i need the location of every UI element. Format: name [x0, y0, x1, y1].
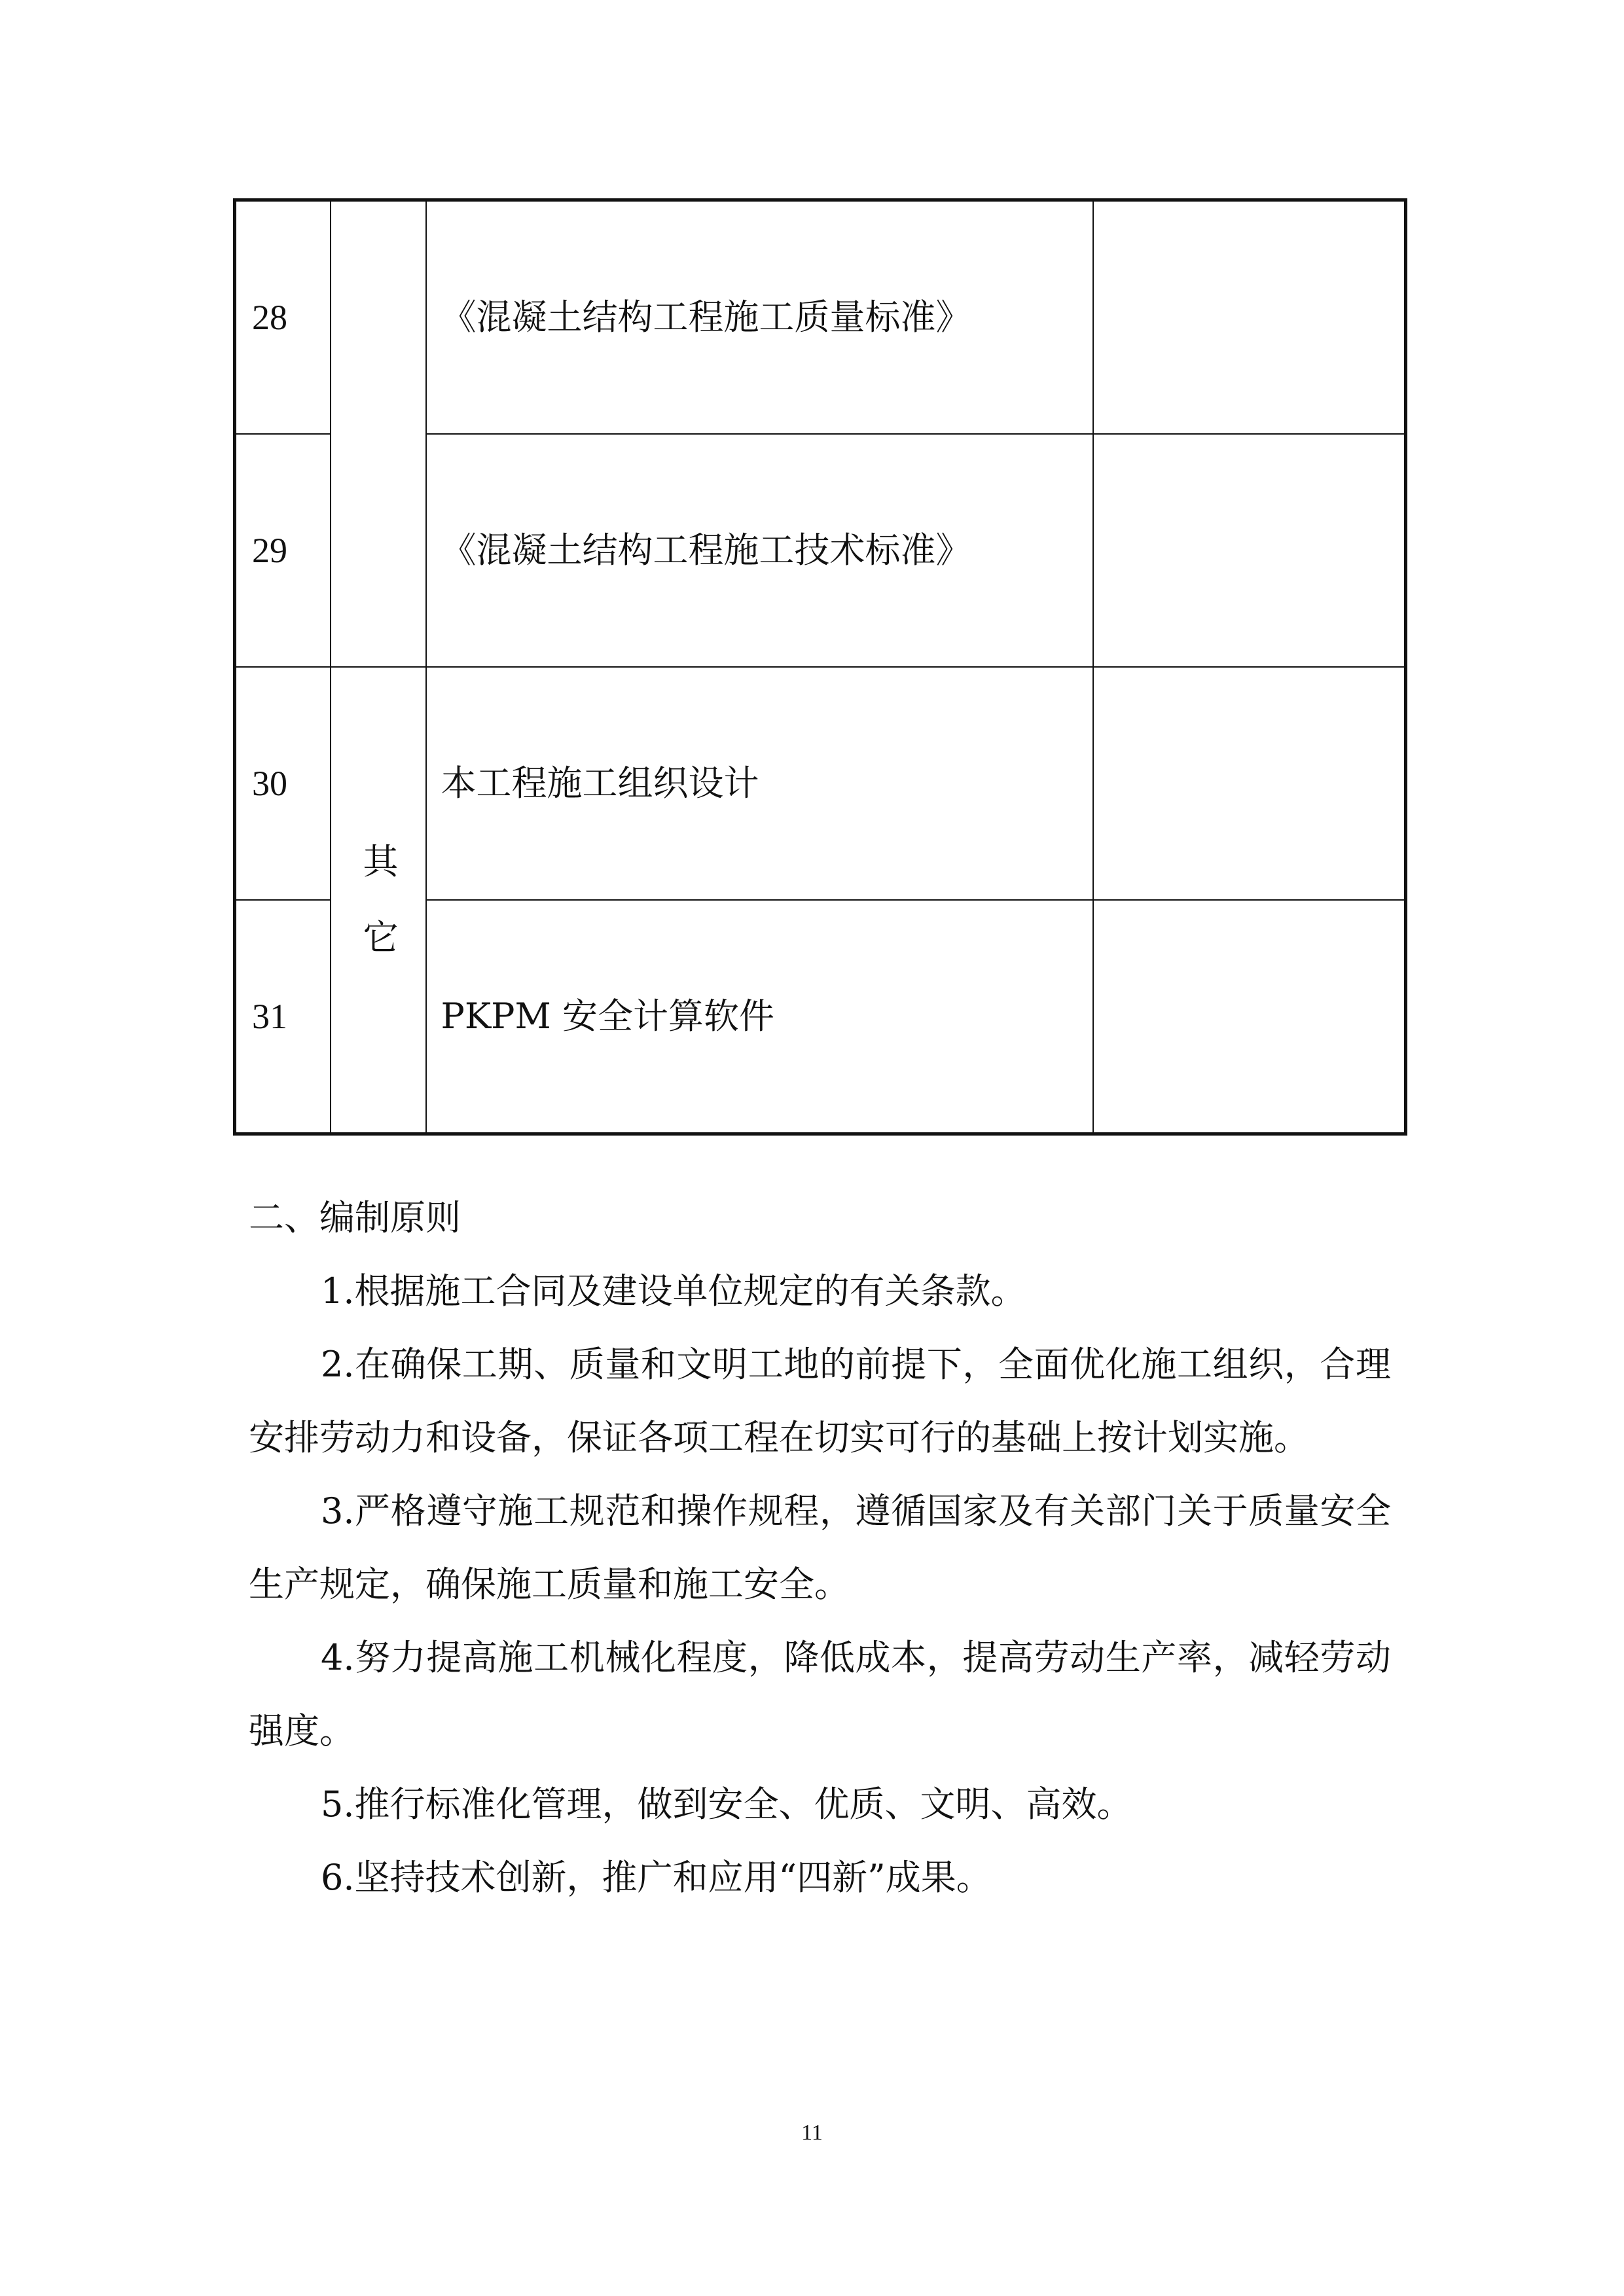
category-cell: [331, 200, 426, 668]
principle-item: 5.推行标准化管理，做到安全、优质、文明、高效。: [321, 1784, 1132, 1825]
standard-name: PKPM 安全计算软件: [426, 900, 1093, 1134]
section-heading: 二、编制原则: [249, 1197, 461, 1238]
row-number: 31: [235, 900, 331, 1134]
principle-item: 3.严格遵守施工规范和操作规程，遵循国家及有关部门关于质量安全生产规定，确保施工质量和施工安全。: [249, 1490, 1391, 1605]
standard-name: 《混凝土结构工程施工质量标准》: [426, 200, 1093, 435]
principle-item: 6.坚持技术创新，推广和应用“四新”成果。: [321, 1857, 992, 1898]
category-label: [361, 824, 401, 976]
category-cell-other: [331, 667, 426, 1134]
category-char: 其: [363, 841, 399, 882]
note-cell: [1093, 200, 1406, 435]
principle-item: 2.在确保工期、质量和文明工地的前提下，全面优化施工组织，合理安排劳动力和设备，保证各项工程在切实可行的基础上按计划实施。: [249, 1344, 1391, 1458]
page-number: 11: [801, 2121, 823, 2145]
row-number: 30: [235, 667, 331, 900]
note-cell: [1093, 667, 1406, 900]
reference-table: [233, 198, 1407, 1136]
standard-name: 《混凝土结构工程施工技术标准》: [426, 434, 1093, 667]
table-row: [235, 667, 1406, 900]
category-char: 它: [363, 917, 399, 958]
row-number: 28: [235, 200, 331, 435]
table-row: [235, 200, 1406, 435]
principle-item: 1.根据施工合同及建设单位规定的有关条款。: [321, 1270, 1026, 1312]
principle-item: 4.努力提高施工机械化程度，降低成本，提高劳动生产率，减轻劳动强度。: [249, 1637, 1391, 1751]
principles-section: [249, 1181, 1391, 1914]
note-cell: [1093, 900, 1406, 1134]
row-number: 29: [235, 434, 331, 667]
note-cell: [1093, 434, 1406, 667]
standard-name: 本工程施工组织设计: [426, 667, 1093, 900]
